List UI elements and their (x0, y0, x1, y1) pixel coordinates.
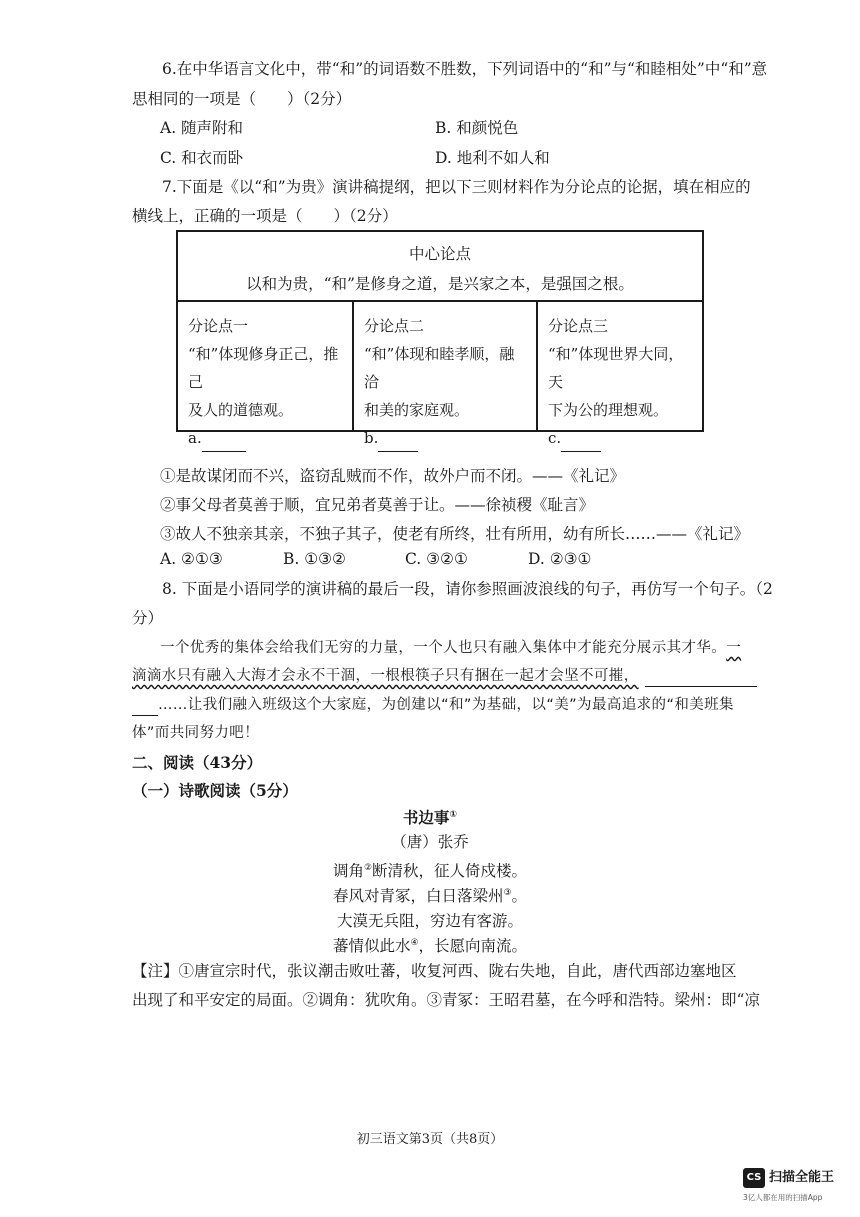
q7-material-1: ①是故谋闭而不兴，盗窃乱贼而不作，故外户而不闭。——《礼记》 (160, 467, 626, 485)
sub-argument-2 (354, 302, 538, 447)
page-footer: 初三语文第3页（共8页） (356, 1132, 504, 1147)
poem-line: 春风对青冢，白日落梁州③。 (332, 887, 528, 906)
table-head (178, 232, 702, 302)
q8-passage-line3: ……让我们融入班级这个大家庭，为创建以“和”为基础，以“美”为最高追求的“和美班集 (132, 694, 732, 716)
wavy-underline: 一 (726, 640, 742, 656)
sub-argument-text: 下为公的理想观。 (548, 401, 669, 419)
q6-option-c: C. 和衣而卧 (160, 149, 244, 167)
q8-stem-line1: 8. 下面是小语同学的演讲稿的最后一段，请你参照画波浪线的句子，再仿写一个句子。（2 (162, 580, 773, 598)
q6-option-b: B. 和颜悦色 (435, 119, 519, 137)
outline-table (176, 230, 704, 447)
poem-line: 调角②断清秋，征人倚戍楼。 (332, 862, 528, 881)
q7-stem-line2: 横线上，正确的一项是（ ）（2分） (132, 207, 398, 225)
sub-argument-text: 和美的家庭观。 (364, 401, 470, 419)
sub-argument-title: 分论点三 (548, 317, 609, 335)
q7-option-d: D. ②③① (528, 550, 592, 568)
sub-argument-1 (178, 302, 354, 447)
sub-argument-text: “和”体现修身正己，推己 (188, 345, 339, 391)
q7-option-c: C. ③②① (405, 550, 468, 568)
q8-stem-line2: 分） (132, 609, 164, 627)
sub-argument-title: 分论点二 (364, 317, 425, 335)
answer-blank-b: b. (364, 424, 526, 452)
q7-option-a: A. ②①③ (160, 550, 223, 568)
sub-argument-3 (538, 302, 702, 447)
imitation-blank (645, 670, 757, 687)
q6-option-a: A. 随声附和 (160, 119, 244, 137)
sub-argument-text: “和”体现世界大同，天 (548, 345, 684, 391)
q7-material-2: ②事父母者莫善于顺，宜兄弟者莫善于让。——徐祯稷《耻言》 (160, 496, 595, 514)
q6-stem-line1: 6.在中华语言文化中，带“和”的词语数不胜数，下列词语中的“和”与“和睦相处”中“和”意 (162, 60, 768, 78)
q6-stem-line2: 思相同的一项是（ ）（2分） (132, 90, 352, 108)
central-argument-text: 以和为贵，“和”是修身之道，是兴家之本，是强国之根。 (246, 275, 634, 293)
poem-note-line1: 【注】①唐宣宗时代，张议潮击败吐蕃，收复河西、陇右失地，自此，唐代西部边塞地区 (132, 962, 737, 980)
q7-material-3: ③故人不独亲其亲，不独子其子，使老有所终，壮有所用，幼有所长……——《礼记》 (160, 525, 750, 543)
q8-passage-line1: 一个优秀的集体会给我们无穷的力量，一个人也只有融入集体中才能充分展示其才华。一 (160, 640, 742, 656)
poem-line: 大漠无兵阻，穷边有客游。 (336, 912, 523, 931)
q8-passage-line2 (132, 665, 757, 687)
answer-blank-a: a. (188, 424, 342, 452)
poem-author: （唐）张乔 (391, 833, 469, 851)
watermark-name: 扫描全能王 (769, 1170, 835, 1185)
q7-stem-line1: 7.下面是《以“和”为贵》演讲稿提纲，把以下三则材料作为分论点的论据，填在相应的 (162, 178, 751, 196)
central-argument-title: 中心论点 (408, 245, 471, 263)
answer-blank-c: c. (548, 424, 692, 452)
poem-line: 蕃情似此水④，长愿向南流。 (332, 937, 528, 956)
poem-note-line2: 出现了和平安定的局面。②调角：犹吹角。③青冢：王昭君墓，在今呼和浩特。梁州：即“凉 (132, 991, 760, 1009)
sub-argument-text: 及人的道德观。 (188, 401, 294, 419)
section-poetry-title: （一）诗歌阅读（5分） (132, 781, 298, 800)
sub-argument-title: 分论点一 (188, 317, 249, 335)
section-reading-title: 二、阅读（43分） (132, 753, 263, 772)
wavy-underline: 滴滴水只有融入大海才会永不干涸，一根根筷子只有捆在一起才会坚不可摧， (132, 668, 639, 684)
q7-option-b: B. ①③② (283, 550, 346, 568)
imitation-blank (132, 699, 158, 716)
sub-argument-text: “和”体现和睦孝顺，融洽 (364, 345, 515, 391)
poem-title: 书边事① (402, 809, 458, 828)
watermark-tagline: 3亿人都在用的扫描App (743, 1193, 823, 1202)
q6-option-d: D. 地利不如人和 (435, 149, 550, 167)
camscanner-logo-icon: CS (743, 1168, 765, 1188)
q8-passage-line4: 体”而共同努力吧！ (132, 725, 260, 741)
